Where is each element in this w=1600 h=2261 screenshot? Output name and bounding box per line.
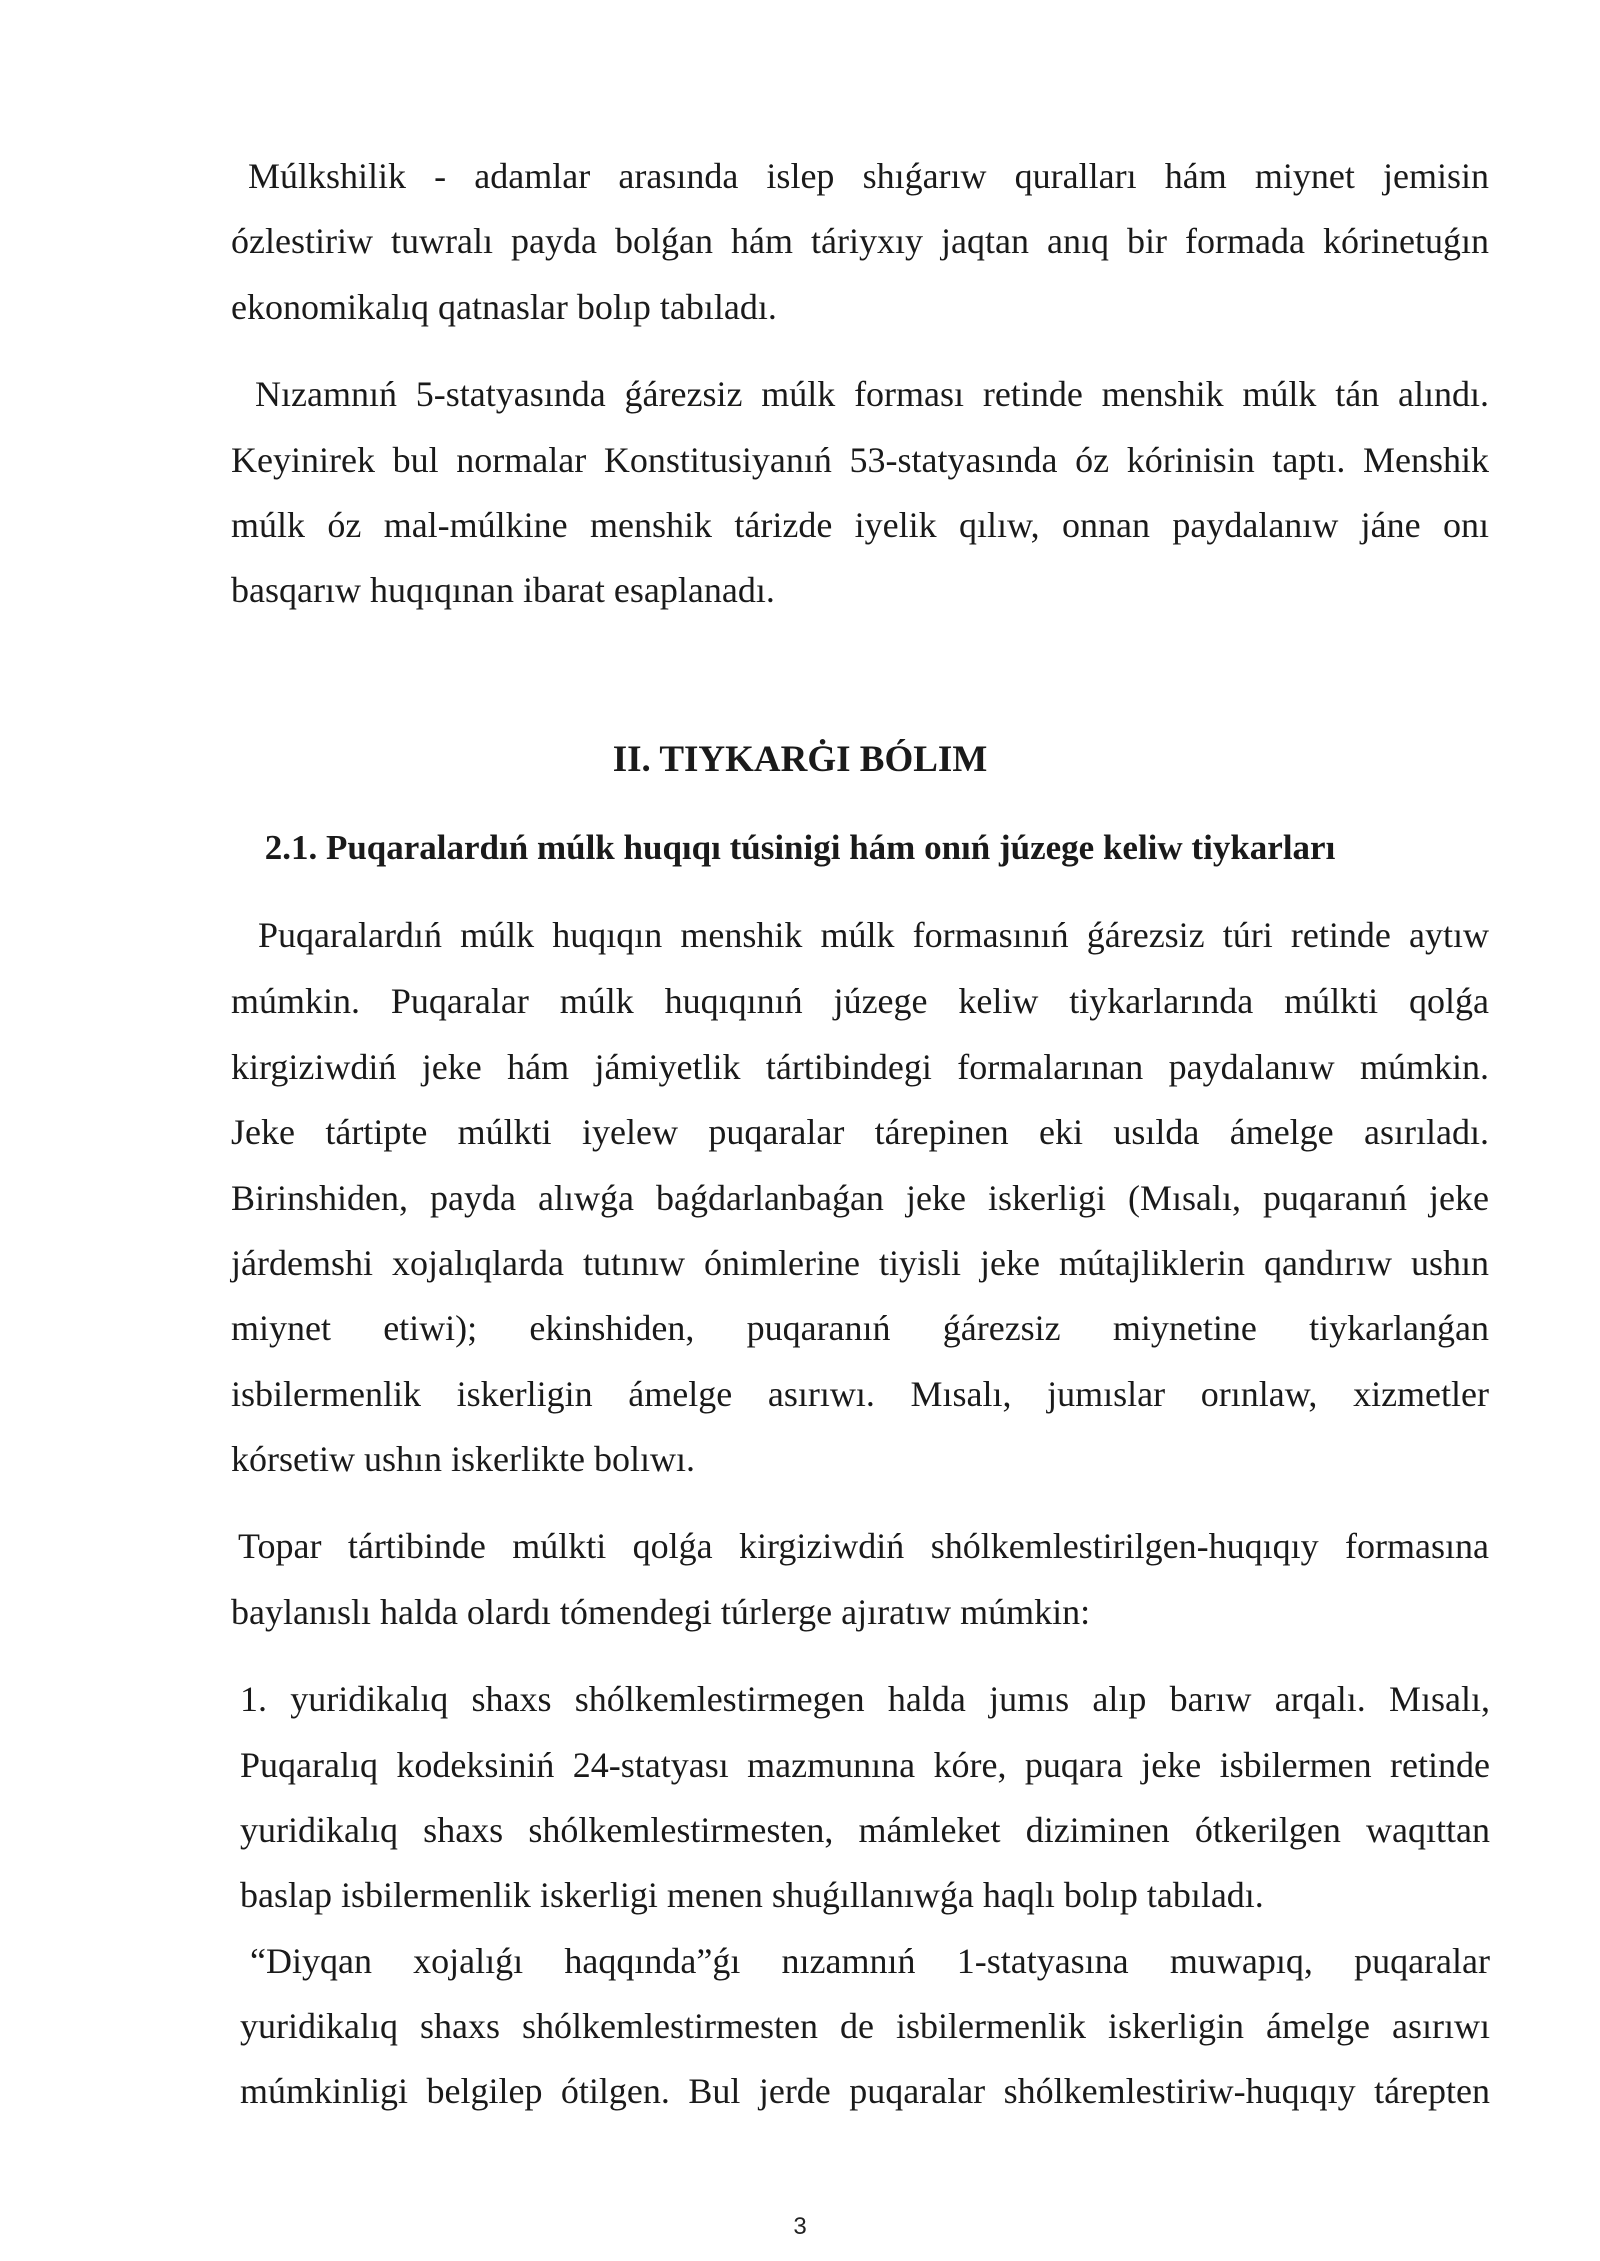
- text-line: járdemshi xojalıqlarda tutınıw ónimlerine tiyisli jeke mútajliklerin qandırıw ushın: [231, 1243, 1489, 1283]
- text-line: múmkin. Puqaralar múlk huqıqınıń júzege keliw tiykarlarında múlkti qolǵa: [231, 981, 1489, 1021]
- text-line: ekonomikalıq qatnaslar bolıp tabıladı.: [231, 287, 777, 327]
- text-line: baylanıslı halda olardı tómendegi túrlerge ajıratıw múmkin:: [231, 1592, 1091, 1632]
- section-heading: II. TIYKARĠI BÓLIM: [612, 739, 988, 780]
- subsection-heading: 2.1. Puqaralardıń múlk huqıqı túsinigi hám onıń júzege keliw tiykarları: [264, 828, 1336, 867]
- text-line: Puqaralardıń múlk huqıqın menshik múlk formasınıń ǵárezsiz túri retinde aytıw: [258, 915, 1489, 955]
- text-line: miynet etiwi); ekinshiden, puqaranıń ǵárezsiz miynetine tiykarlanǵan: [231, 1308, 1489, 1348]
- text-line: múmkinligi belgilep ótilgen. Bul jerde puqaralar shólkemlestiriw-huqıqıy tárepten: [240, 2071, 1490, 2111]
- text-line: Nızamnıń 5-statyasında ǵárezsiz múlk forması retinde menshik múlk tán alındı.: [255, 374, 1489, 414]
- text-line: isbilermenlik iskerligin ámelge asırıwı. Mısalı, jumıslar orınlaw, xizmetler: [231, 1374, 1489, 1414]
- text-line: Múlkshilik - adamlar arasında islep shıǵarıw quralları hám miynet jemisin: [248, 156, 1489, 196]
- text-line: baslap isbilermenlik iskerligi menen shuǵıllanıwǵa haqlı bolıp tabıladı.: [240, 1875, 1264, 1915]
- text-line: 1. yuridikalıq shaxs shólkemlestirmegen halda jumıs alıp barıw arqalı. Mısalı,: [240, 1679, 1490, 1719]
- text-line: ózlestiriw tuwralı payda bolǵan hám táriyxıy jaqtan anıq bir formada kórinetuǵın: [231, 221, 1489, 261]
- text-line: Puqaralıq kodeksiniń 24-statyası mazmunına kóre, puqara jeke isbilermen retinde: [240, 1745, 1490, 1785]
- text-line: basqarıw huqıqınan ibarat esaplanadı.: [231, 570, 775, 610]
- text-line: yuridikalıq shaxs shólkemlestirmesten de isbilermenlik iskerligin ámelge asırıwı: [240, 2006, 1490, 2046]
- text-line: Birinshiden, payda alıwǵa baǵdarlanbaǵan jeke iskerligi (Mısalı, puqaranıń jeke: [231, 1178, 1489, 1218]
- page-number: 3: [793, 2213, 807, 2240]
- text-line: Topar tártibinde múlkti qolǵa kirgiziwdiń shólkemlestirilgen-huqıqıy formasına: [238, 1526, 1489, 1566]
- text-line: múlk óz mal-múlkine menshik tárizde iyelik qılıw, onnan paydalanıw jáne onı: [231, 505, 1489, 545]
- text-line: Jeke tártipte múlkti iyelew puqaralar tárepinen eki usılda ámelge asırıladı.: [231, 1112, 1489, 1152]
- text-line: yuridikalıq shaxs shólkemlestirmesten, mámleket diziminen ótkerilgen waqıttan: [240, 1810, 1490, 1850]
- text-line: “Diyqan xojalıǵı haqqında”ǵı nızamnıń 1-statyasına muwapıq, puqaralar: [250, 1941, 1490, 1981]
- text-line: Keyinirek bul normalar Konstitusiyanıń 53-statyasında óz kórinisin taptı. Menshik: [231, 440, 1489, 480]
- text-line: kirgiziwdiń jeke hám jámiyetlik tártibindegi formalarınan paydalanıw múmkin.: [231, 1047, 1489, 1087]
- text-line: kórsetiw ushın iskerlikte bolıwı.: [231, 1439, 695, 1479]
